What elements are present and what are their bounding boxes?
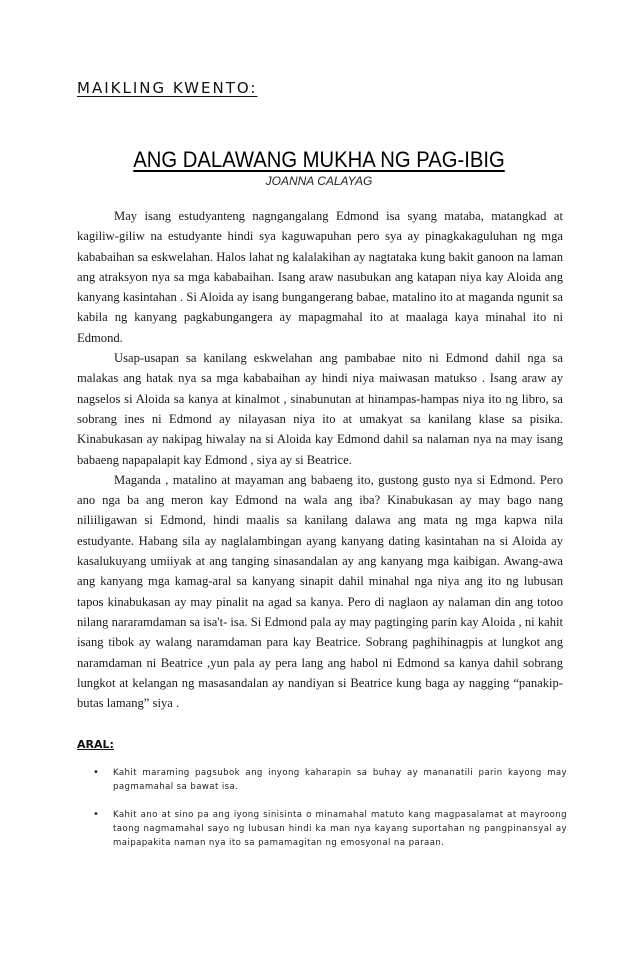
- story-paragraph: May isang estudyanteng nagngangalang Edmond isa syang mataba, matangkad at kagiliw-giliw na estudyante hindi sya kaguwapuhan pero sya ay pinagkakaguluhan ng mga kababaihan sa eskwelahan. Halos lahat ng kalalakihan ay nagtataka kung bakit ganoon na laman ang atraksyon nya sa mga kababaihan. Isang araw nasubukan ang katapan niya kay Aloida ang kanyang kasintahan . Si Aloida ay isang bungangerang babae, matalino ito at maganda ngunit sa kabila ng kanyang pagkabungangera ay mapagmahal ito at maalaga kaya minahal ito ni Edmond.: [77, 209, 563, 345]
- bullet-icon: •: [93, 767, 100, 778]
- section-heading: MAIKLING KWENTO:: [77, 79, 258, 97]
- lesson-heading: ARAL:: [77, 738, 114, 751]
- story-paragraph: Usap-usapan sa kanilang eskwelahan ang pambabae nito ni Edmond dahil nga sa malakas ang hatak nya sa mga kababaihan ay hindi niya maiwasan matukso . Isang araw ay nagselos si Aloida sa kanya at kinalmot , sinabunutan at hinampas-hampas niya ito ng libro, sa sobrang ines ni Edmond ay nilayasan niya ito at umakyat sa kanilang klase sa pisika. Kinabukasan ay nakipag hiwalay na si Aloida kay Edmond dahil sa nalaman nya na may isang babaeng napapalapit kay Edmond , siya ay si Beatrice.: [77, 351, 563, 467]
- bullet-icon: •: [93, 809, 100, 820]
- lesson-text: Kahit ano at sino pa ang iyong sinisinta o minamahal matuto kang magpasalamat at mayroong taong nagmamahal sayo ng lubusan hindi ka man nya kayang suportahan ng pangpinansyal ay maipapakita naman nya ito sa pamamagitan ng emosyonal na paraan.: [113, 810, 567, 848]
- lesson-text: Kahit maraming pagsubok ang inyong kaharapin sa buhay ay mananatili parin kayong may pagmamahal sa bawat isa.: [113, 768, 567, 792]
- story-paragraph: Maganda , matalino at mayaman ang babaeng ito, gustong gusto nya si Edmond. Pero ano nga ba ang meron kay Edmond na wala ang iba? Kinabukasan ay may bago nang niliiligawan si Edmond, hindi maalis sa kanilang dalawa ang mata ng mga kapwa nila estudyante. Habang sila ay naglalambingan ayang kanyang dating kasintahan na si Aloida ay kasalukuyang umiiyak at ang tanging sinasandalan ay ang kanyang mga kaibigan. Awang-awa ang kanyang mga kamag-aral sa kanyang sinapit dahil minahal nga niya ang ito ng lubusan tapos kinabukasan ay may pinalit na agad sa kanya. Pero di naglaon ay nalaman din ang totoo nilang nararamdaman sa isa't- isa. Si Edmond pala ay may pagtinging parin kay Aloida , ni kahit isang tibok ay walang naramdaman para kay Beatrice. Sobrang paghihinagpis at lungkot ang naramdaman ni Beatrice ,yun pala ay pera lang ang habol ni Edmond sa kanya dahil sobrang lungkot at kelangan ng masasandalan ay nandiyan si Beatrice kung baga ay nagging “panakip- butas lamang” siya .: [77, 472, 563, 711]
- story-author: JOANNA CALAYAG: [265, 174, 373, 188]
- story-title: ANG DALAWANG MUKHA NG PAG-IBIG: [133, 147, 505, 172]
- list-item: [77, 808, 567, 850]
- story-body: [77, 206, 563, 713]
- lesson-list: [77, 766, 567, 864]
- list-item: [77, 766, 567, 794]
